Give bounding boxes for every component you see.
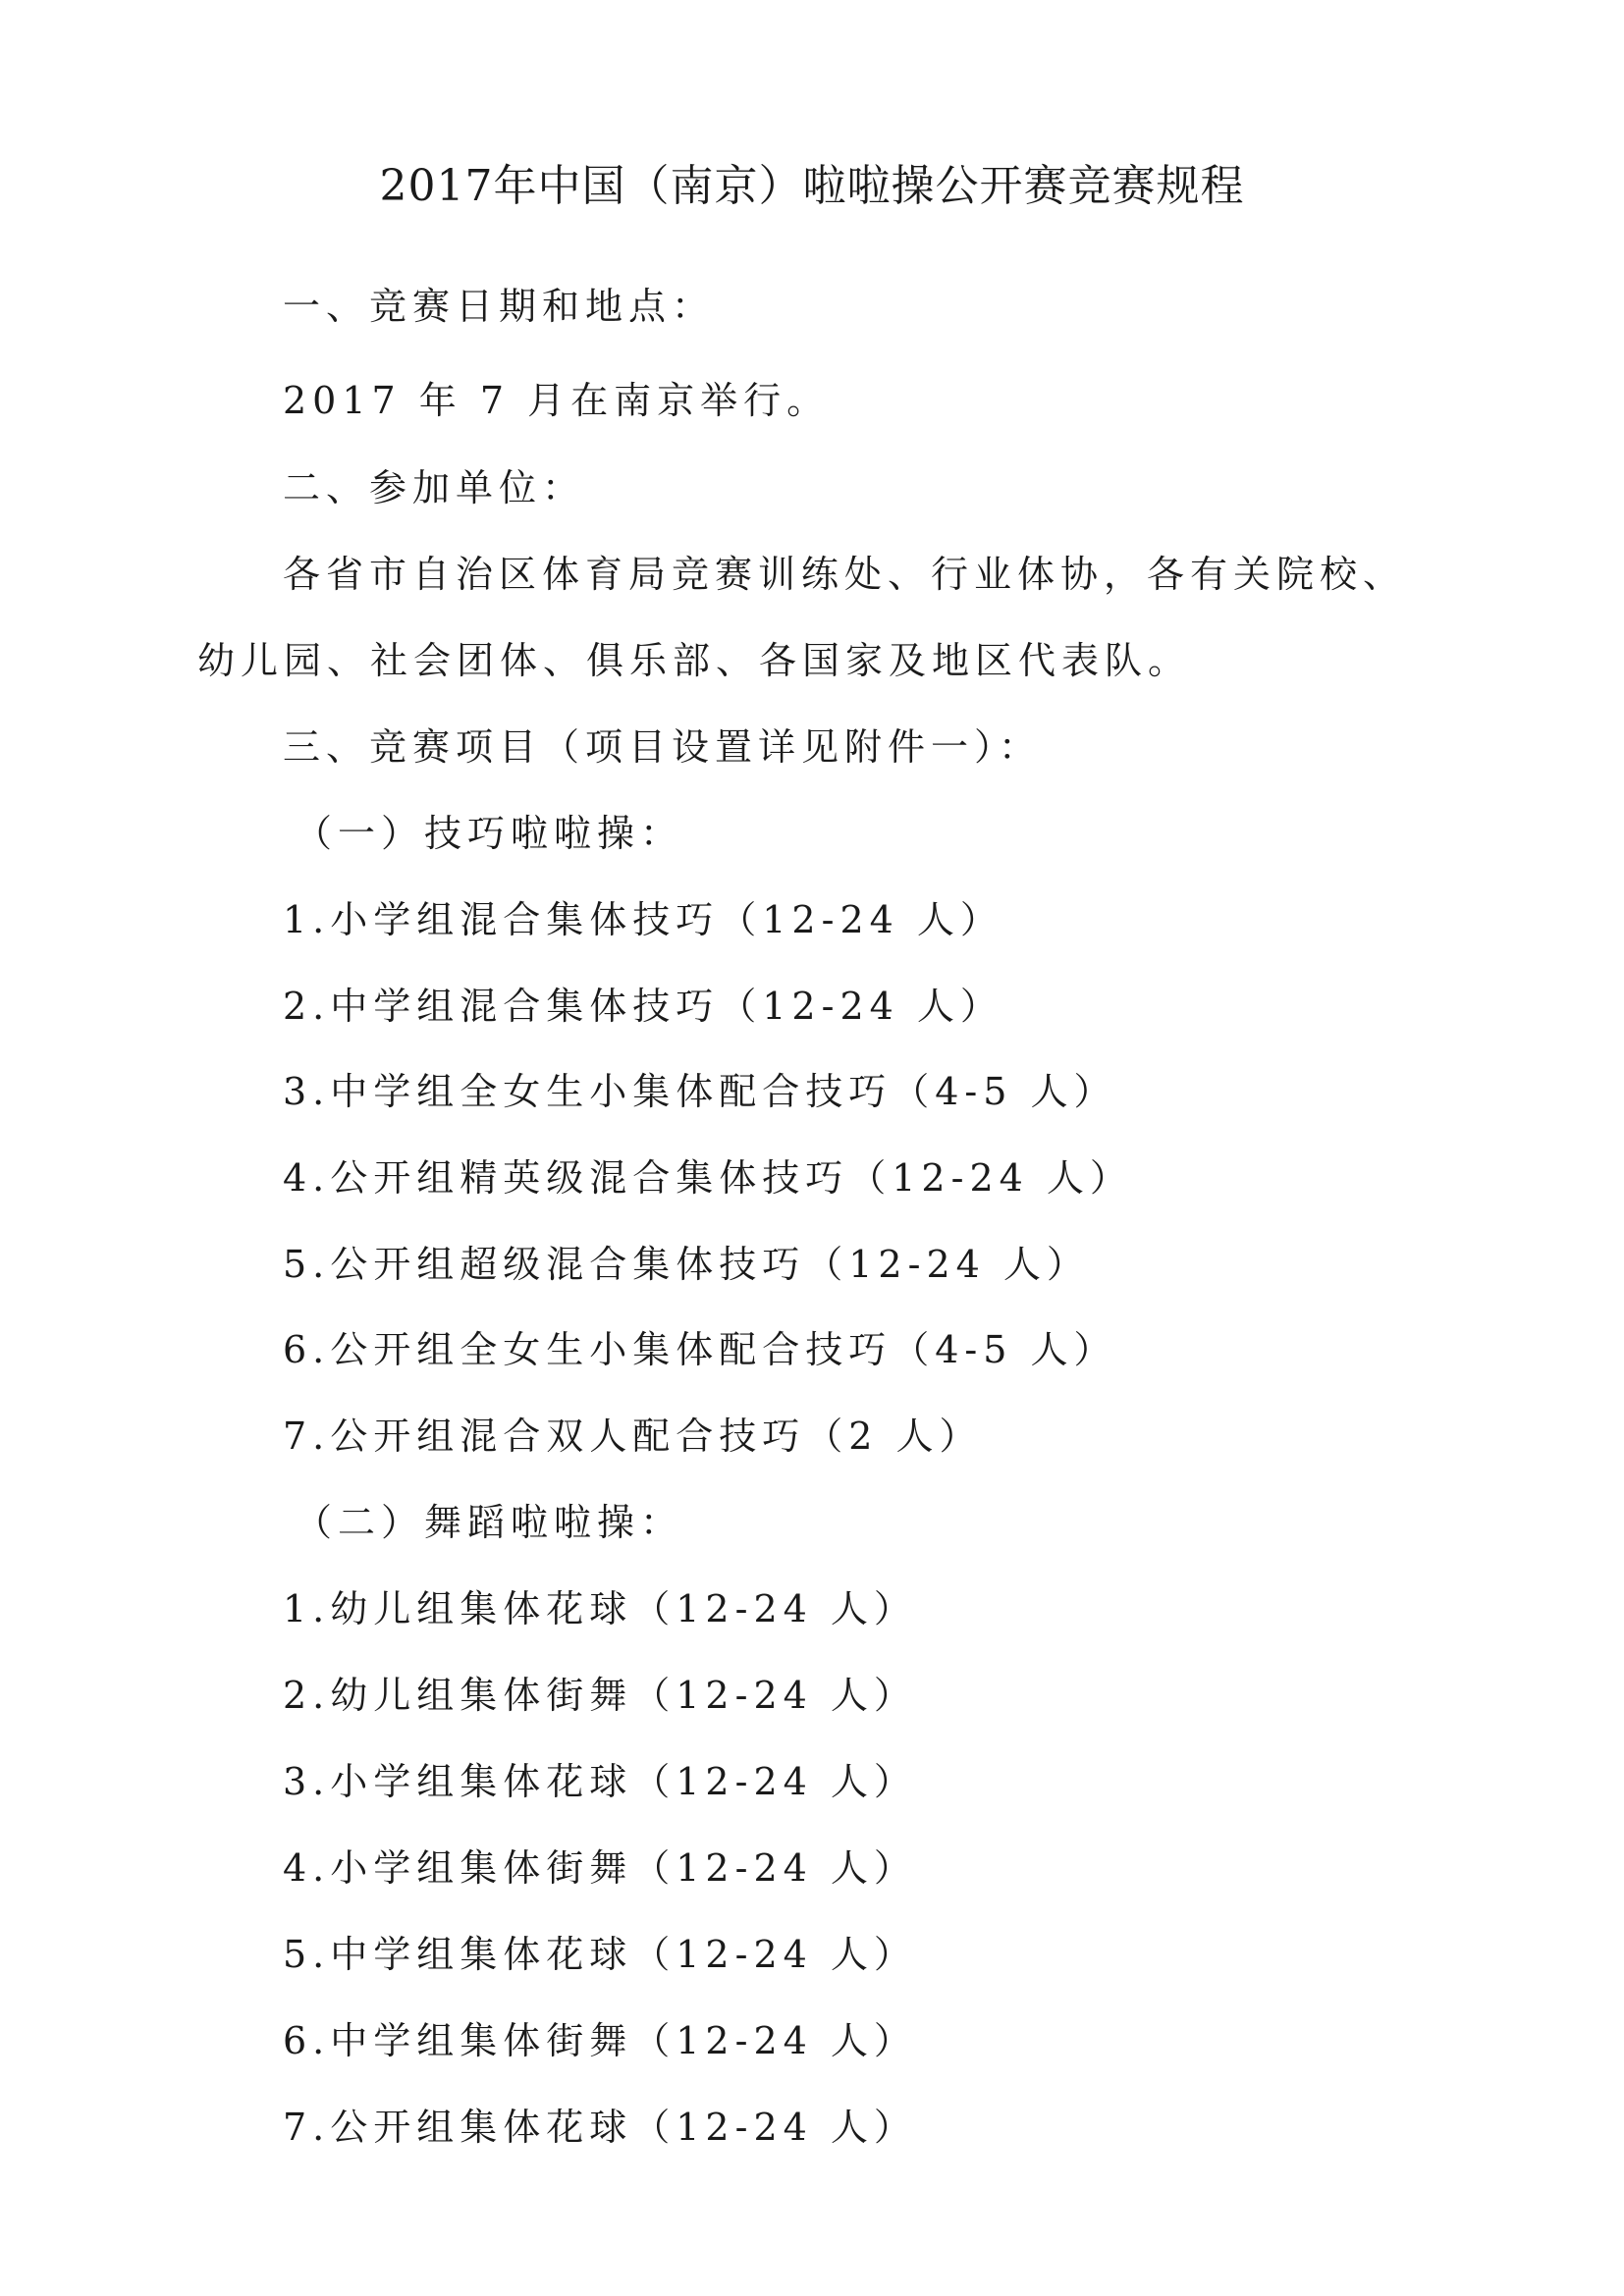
list-item: 3.中学组全女生小集体配合技巧（4-5 人）	[283, 1070, 1117, 1113]
list-item: 5.中学组集体花球（12-24 人）	[283, 1933, 917, 1976]
list-item: 7.公开组集体花球（12-24 人）	[283, 2106, 917, 2149]
list-item: 6.公开组全女生小集体配合技巧（4-5 人）	[283, 1328, 1117, 1371]
section-text-participants-line2: 幼儿园、社会团体、俱乐部、各国家及地区代表队。	[197, 639, 1192, 682]
section-heading-participants: 二、参加单位：	[283, 466, 586, 509]
document-title: 2017年中国（南京）啦啦操公开赛竞赛规程	[379, 161, 1245, 211]
list-item: 2.幼儿组集体街舞（12-24 人）	[283, 1674, 917, 1717]
list-item: 3.小学组集体花球（12-24 人）	[283, 1760, 917, 1803]
list-item: 4.公开组精英级混合集体技巧（12-24 人）	[283, 1156, 1133, 1200]
list-item: 4.小学组集体街舞（12-24 人）	[283, 1846, 917, 1890]
list-item: 6.中学组集体街舞（12-24 人）	[283, 2019, 917, 2062]
list-item: 7.公开组混合双人配合技巧（2 人）	[283, 1415, 983, 1458]
subsection-heading-dance: （二）舞蹈啦啦操：	[295, 1501, 684, 1544]
section-text-participants-line1: 各省市自治区体育局竞赛训练处、行业体协，各有关院校、	[283, 553, 1407, 596]
list-item: 1.小学组混合集体技巧（12-24 人）	[283, 898, 1003, 941]
list-item: 1.幼儿组集体花球（12-24 人）	[283, 1587, 917, 1630]
section-text-date-venue: 2017 年 7 月在南京举行。	[283, 379, 831, 422]
section-heading-events: 三、竞赛项目（项目设置详见附件一）：	[283, 725, 1043, 769]
section-heading-date-venue: 一、竞赛日期和地点：	[283, 285, 716, 328]
list-item: 5.公开组超级混合集体技巧（12-24 人）	[283, 1243, 1090, 1286]
subsection-heading-skill: （一）技巧啦啦操：	[295, 812, 684, 855]
list-item: 2.中学组混合集体技巧（12-24 人）	[283, 985, 1003, 1028]
